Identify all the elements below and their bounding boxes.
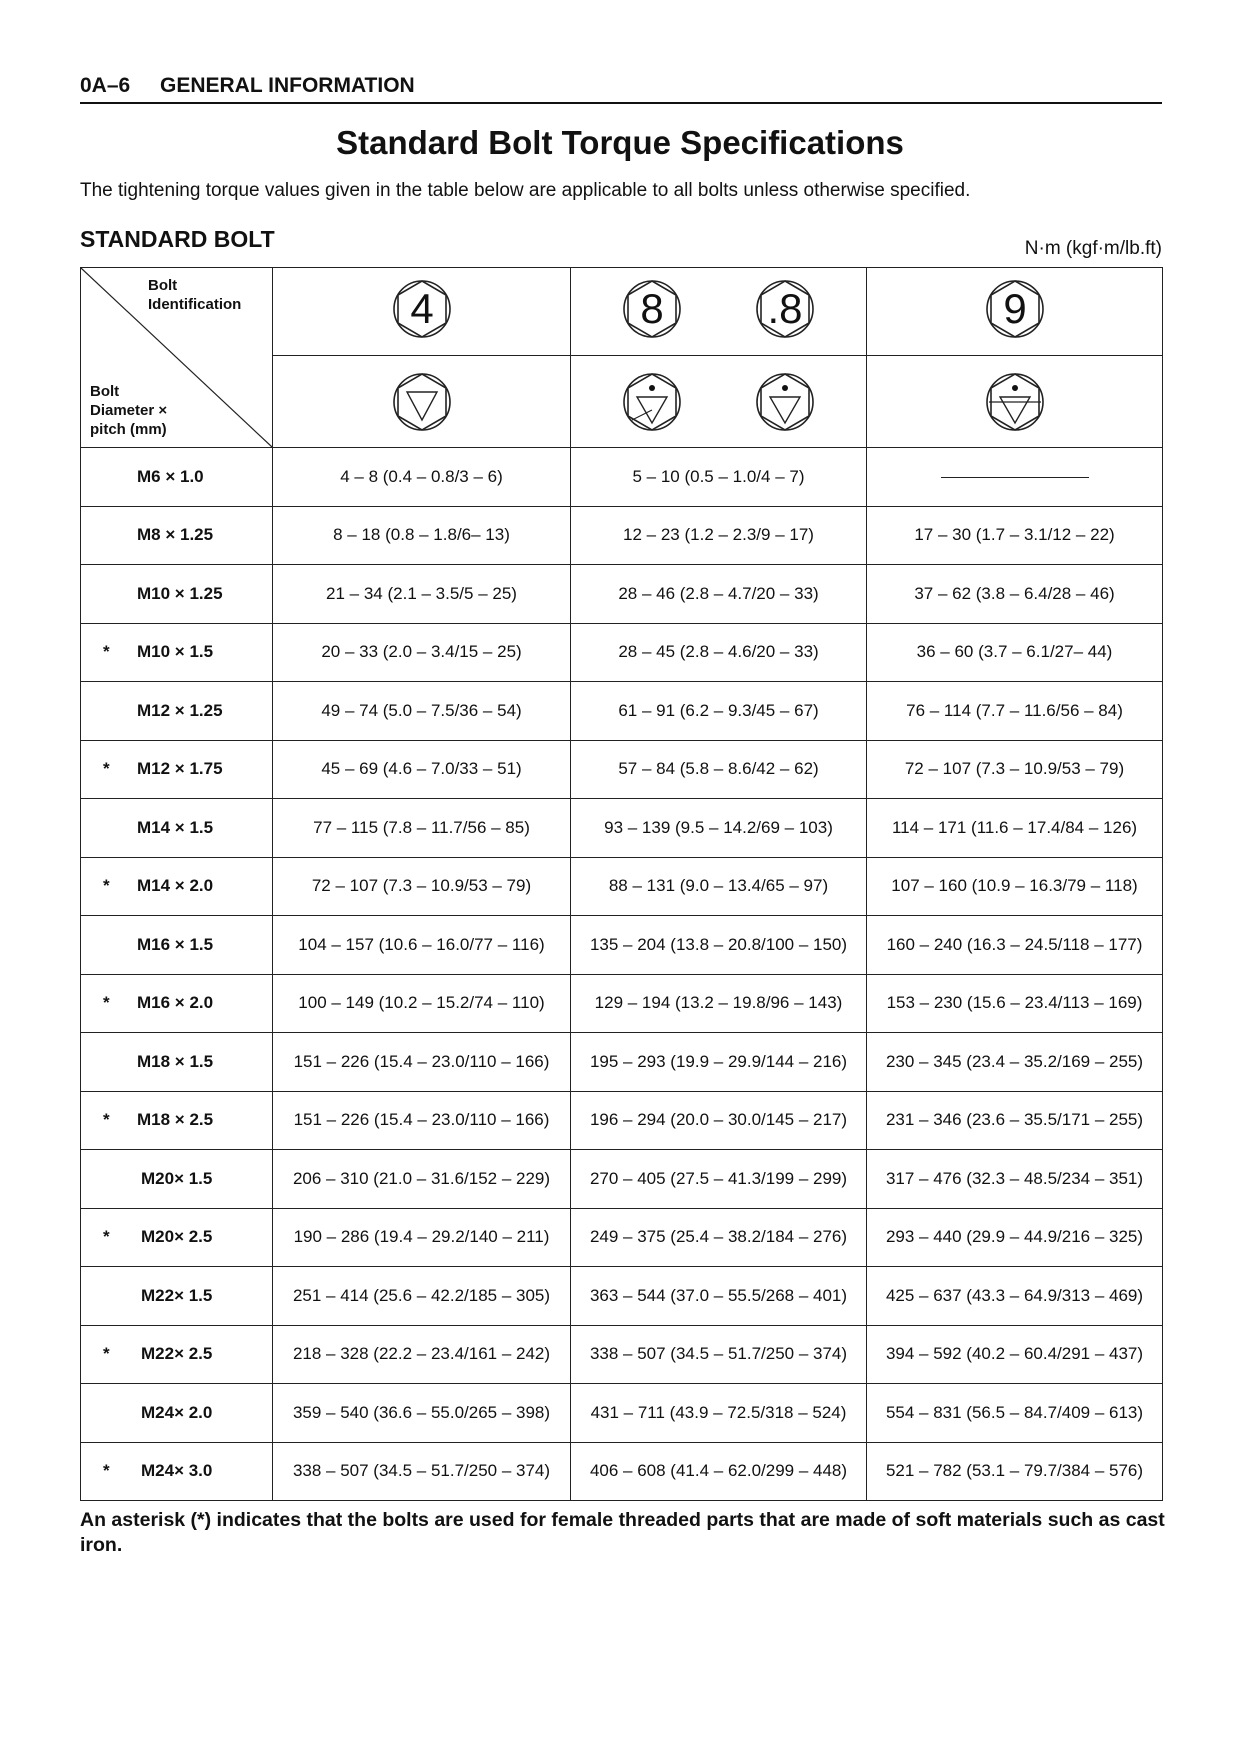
torque-value-grade-9: 521 – 782 (53.1 – 79.7/384 – 576): [867, 1442, 1163, 1501]
torque-value-grade-4: 218 – 328 (22.2 – 23.4/161 – 242): [273, 1325, 571, 1384]
grade-number-row: [81, 268, 1163, 356]
torque-value-grade-4: 151 – 226 (15.4 – 23.0/110 – 166): [273, 1091, 571, 1150]
torque-value-grade-8: 28 – 45 (2.8 – 4.6/20 – 33): [571, 623, 867, 682]
standard-bolt-heading: STANDARD BOLT: [80, 226, 275, 252]
torque-value-grade-8: 5 – 10 (0.5 – 1.0/4 – 7): [571, 448, 867, 507]
torque-value-grade-4: 338 – 507 (34.5 – 51.7/250 – 374): [273, 1442, 571, 1501]
torque-value-grade-9: 231 – 346 (23.6 – 35.5/171 – 255): [867, 1091, 1163, 1150]
page-header: [80, 72, 1162, 104]
torque-value-grade-4: 206 – 310 (21.0 – 31.6/152 – 229): [273, 1150, 571, 1209]
bolt-size-cell: [81, 1267, 273, 1326]
torque-value-grade-9: 230 – 345 (23.4 – 35.2/169 – 255): [867, 1033, 1163, 1092]
bolt-size: M18 × 1.5: [137, 1051, 214, 1071]
torque-value-grade-4: 4 – 8 (0.4 – 0.8/3 – 6): [273, 448, 571, 507]
asterisk-marker: *: [103, 1344, 110, 1364]
bolt-diameter-label: Bolt Diameter × pitch (mm): [90, 383, 168, 438]
torque-value-grade-4: 20 – 33 (2.0 – 3.4/15 – 25): [273, 623, 571, 682]
table-row: [81, 682, 1163, 741]
bolt-size: M10 × 1.25: [137, 583, 223, 603]
grade-4-mark-cell: [273, 356, 571, 448]
bolt-size-cell: [81, 740, 273, 799]
torque-value-grade-9: 36 – 60 (3.7 – 6.1/27– 44): [867, 623, 1163, 682]
table-row: [81, 565, 1163, 624]
torque-value-grade-4: 251 – 414 (25.6 – 42.2/185 – 305): [273, 1267, 571, 1326]
bolt-size: M12 × 1.25: [137, 700, 223, 720]
intro-text: The tightening torque values given in the table below are applicable to all bolts unless otherwise specified.: [80, 180, 971, 201]
bolt-size-cell: [81, 506, 273, 565]
bolt-size-cell: [81, 1091, 273, 1150]
torque-value-grade-4: 21 – 34 (2.1 – 3.5/5 – 25): [273, 565, 571, 624]
grade-9-cell: [867, 268, 1163, 356]
torque-value-grade-4: 190 – 286 (19.4 – 29.2/140 – 211): [273, 1208, 571, 1267]
hex-head-9-icon: [983, 277, 1047, 341]
torque-value-grade-9: [867, 448, 1163, 507]
torque-value-grade-8: 196 – 294 (20.0 – 30.0/145 – 217): [571, 1091, 867, 1150]
asterisk-marker: *: [103, 642, 110, 662]
page-number: 0A–6: [80, 74, 131, 97]
torque-value-grade-4: 151 – 226 (15.4 – 23.0/110 – 166): [273, 1033, 571, 1092]
section-title: GENERAL INFORMATION: [160, 74, 415, 97]
bolt-size-cell: [81, 1033, 273, 1092]
bolt-identification-label: Bolt Identification: [148, 277, 242, 313]
torque-value-grade-4: 359 – 540 (36.6 – 55.0/265 – 398): [273, 1384, 571, 1443]
bolt-size: M16 × 1.5: [137, 934, 214, 954]
torque-value-grade-4: 49 – 74 (5.0 – 7.5/36 – 54): [273, 682, 571, 741]
bolt-size: M6 × 1.0: [137, 466, 204, 486]
torque-value-grade-8: 135 – 204 (13.8 – 20.8/100 – 150): [571, 916, 867, 975]
hex-head-dot-8-icon: [753, 277, 817, 341]
table-row: [81, 916, 1163, 975]
bolt-size-cell: [81, 565, 273, 624]
grade-8-cell: [571, 268, 867, 356]
torque-value-grade-9: 17 – 30 (1.7 – 3.1/12 – 22): [867, 506, 1163, 565]
bolt-size: M20× 1.5: [141, 1168, 213, 1188]
torque-value-grade-9: 160 – 240 (16.3 – 24.5/118 – 177): [867, 916, 1163, 975]
bolt-size-cell: [81, 857, 273, 916]
asterisk-marker: *: [103, 1227, 110, 1247]
table-corner-header: [81, 268, 273, 448]
torque-value-grade-9: 107 – 160 (10.9 – 16.3/79 – 118): [867, 857, 1163, 916]
bolt-size: M24× 2.0: [141, 1402, 213, 1422]
bolt-size: M14 × 2.0: [137, 876, 214, 896]
torque-value-grade-8: 338 – 507 (34.5 – 51.7/250 – 374): [571, 1325, 867, 1384]
torque-value-grade-4: 8 – 18 (0.8 – 1.8/6– 13): [273, 506, 571, 565]
torque-value-grade-8: 249 – 375 (25.4 – 38.2/184 – 276): [571, 1208, 867, 1267]
hex-head-4-icon: [390, 277, 454, 341]
bolt-size: M24× 3.0: [141, 1461, 213, 1481]
torque-value-grade-9: 153 – 230 (15.6 – 23.4/113 – 169): [867, 974, 1163, 1033]
bolt-size: M16 × 2.0: [137, 993, 214, 1013]
asterisk-marker: *: [103, 876, 110, 896]
table-row: [81, 448, 1163, 507]
torque-value-grade-9: 72 – 107 (7.3 – 10.9/53 – 79): [867, 740, 1163, 799]
torque-value-grade-8: 363 – 544 (37.0 – 55.5/268 – 401): [571, 1267, 867, 1326]
grade-4-cell: [273, 268, 571, 356]
bolt-size-cell: [81, 974, 273, 1033]
svg-text:8: 8: [640, 285, 664, 332]
torque-value-grade-8: 431 – 711 (43.9 – 72.5/318 – 524): [571, 1384, 867, 1443]
torque-value-grade-4: 100 – 149 (10.2 – 15.2/74 – 110): [273, 974, 571, 1033]
bolt-size: M14 × 1.5: [137, 817, 214, 837]
bolt-size: M22× 1.5: [141, 1285, 213, 1305]
bolt-size: M22× 2.5: [141, 1344, 213, 1364]
bolt-size-cell: [81, 623, 273, 682]
torque-value-grade-8: 195 – 293 (19.9 – 29.9/144 – 216): [571, 1033, 867, 1092]
torque-value-grade-9: 114 – 171 (11.6 – 17.4/84 – 126): [867, 799, 1163, 858]
table-row: [81, 1325, 1163, 1384]
asterisk-marker: *: [103, 759, 110, 779]
torque-value-grade-4: 104 – 157 (10.6 – 16.0/77 – 116): [273, 916, 571, 975]
triangle-dot-mark-icon: [620, 370, 684, 434]
table-row: [81, 1442, 1163, 1501]
torque-value-grade-8: 406 – 608 (41.4 – 62.0/299 – 448): [571, 1442, 867, 1501]
table-row: [81, 1150, 1163, 1209]
asterisk-marker: *: [103, 1110, 110, 1130]
torque-value-grade-9: 76 – 114 (7.7 – 11.6/56 – 84): [867, 682, 1163, 741]
torque-value-grade-8: 28 – 46 (2.8 – 4.7/20 – 33): [571, 565, 867, 624]
bolt-size: M10 × 1.5: [137, 642, 214, 662]
triangle-dot-mark-alt-icon: [753, 370, 817, 434]
torque-table: [80, 267, 1163, 1501]
torque-value-grade-9: 425 – 637 (43.3 – 64.9/313 – 469): [867, 1267, 1163, 1326]
table-row: [81, 799, 1163, 858]
table-row: [81, 506, 1163, 565]
bolt-size-cell: [81, 1384, 273, 1443]
bolt-size: M18 × 2.5: [137, 1110, 214, 1130]
torque-value-grade-9: 317 – 476 (32.3 – 48.5/234 – 351): [867, 1150, 1163, 1209]
not-applicable-dash: [941, 477, 1089, 478]
bolt-size-cell: [81, 799, 273, 858]
table-row: [81, 974, 1163, 1033]
torque-value-grade-9: 293 – 440 (29.9 – 44.9/216 – 325): [867, 1208, 1163, 1267]
page-title: Standard Bolt Torque Specifications: [336, 124, 904, 161]
torque-value-grade-9: 554 – 831 (56.5 – 84.7/409 – 613): [867, 1384, 1163, 1443]
bolt-size: M12 × 1.75: [137, 759, 223, 779]
svg-text:9: 9: [1002, 285, 1027, 332]
bolt-size-cell: [81, 682, 273, 741]
torque-value-grade-8: 12 – 23 (1.2 – 2.3/9 – 17): [571, 506, 867, 565]
torque-value-grade-8: 93 – 139 (9.5 – 14.2/69 – 103): [571, 799, 867, 858]
grade-9-mark-cell: [867, 356, 1163, 448]
torque-value-grade-4: 77 – 115 (7.8 – 11.7/56 – 85): [273, 799, 571, 858]
triangle-dot-line-mark-icon: [983, 370, 1047, 434]
grade-8-mark-cell: [571, 356, 867, 448]
table-row: [81, 1384, 1163, 1443]
bolt-size-cell: [81, 1442, 273, 1501]
torque-value-grade-8: 88 – 131 (9.0 – 13.4/65 – 97): [571, 857, 867, 916]
table-row: [81, 1267, 1163, 1326]
asterisk-footnote: An asterisk (*) indicates that the bolts are used for female threaded parts that are made of soft materials such as cast iron.: [80, 1509, 1165, 1556]
bolt-size: M20× 2.5: [141, 1227, 213, 1247]
table-row: [81, 1208, 1163, 1267]
bolt-size-cell: [81, 1150, 273, 1209]
units-label: N·m (kgf·m/lb.ft): [1024, 238, 1162, 259]
bolt-size-cell: [81, 1325, 273, 1384]
torque-value-grade-8: 61 – 91 (6.2 – 9.3/45 – 67): [571, 682, 867, 741]
torque-value-grade-9: 37 – 62 (3.8 – 6.4/28 – 46): [867, 565, 1163, 624]
torque-value-grade-9: 394 – 592 (40.2 – 60.4/291 – 437): [867, 1325, 1163, 1384]
table-row: [81, 623, 1163, 682]
torque-value-grade-8: 270 – 405 (27.5 – 41.3/199 – 299): [571, 1150, 867, 1209]
asterisk-marker: *: [103, 1461, 110, 1481]
triangle-head-mark-icon: [390, 370, 454, 434]
asterisk-marker: *: [103, 993, 110, 1013]
table-row: [81, 1091, 1163, 1150]
torque-value-grade-8: 129 – 194 (13.2 – 19.8/96 – 143): [571, 974, 867, 1033]
bolt-size-cell: [81, 916, 273, 975]
svg-text:.8: .8: [767, 285, 803, 332]
bolt-size-cell: [81, 448, 273, 507]
hex-head-8-icon: [620, 277, 684, 341]
torque-value-grade-4: 72 – 107 (7.3 – 10.9/53 – 79): [273, 857, 571, 916]
table-row: [81, 1033, 1163, 1092]
bolt-size-cell: [81, 1208, 273, 1267]
torque-value-grade-4: 45 – 69 (4.6 – 7.0/33 – 51): [273, 740, 571, 799]
table-row: [81, 740, 1163, 799]
torque-value-grade-8: 57 – 84 (5.8 – 8.6/42 – 62): [571, 740, 867, 799]
svg-text:4: 4: [409, 285, 434, 332]
table-row: [81, 857, 1163, 916]
bolt-size: M8 × 1.25: [137, 525, 214, 545]
